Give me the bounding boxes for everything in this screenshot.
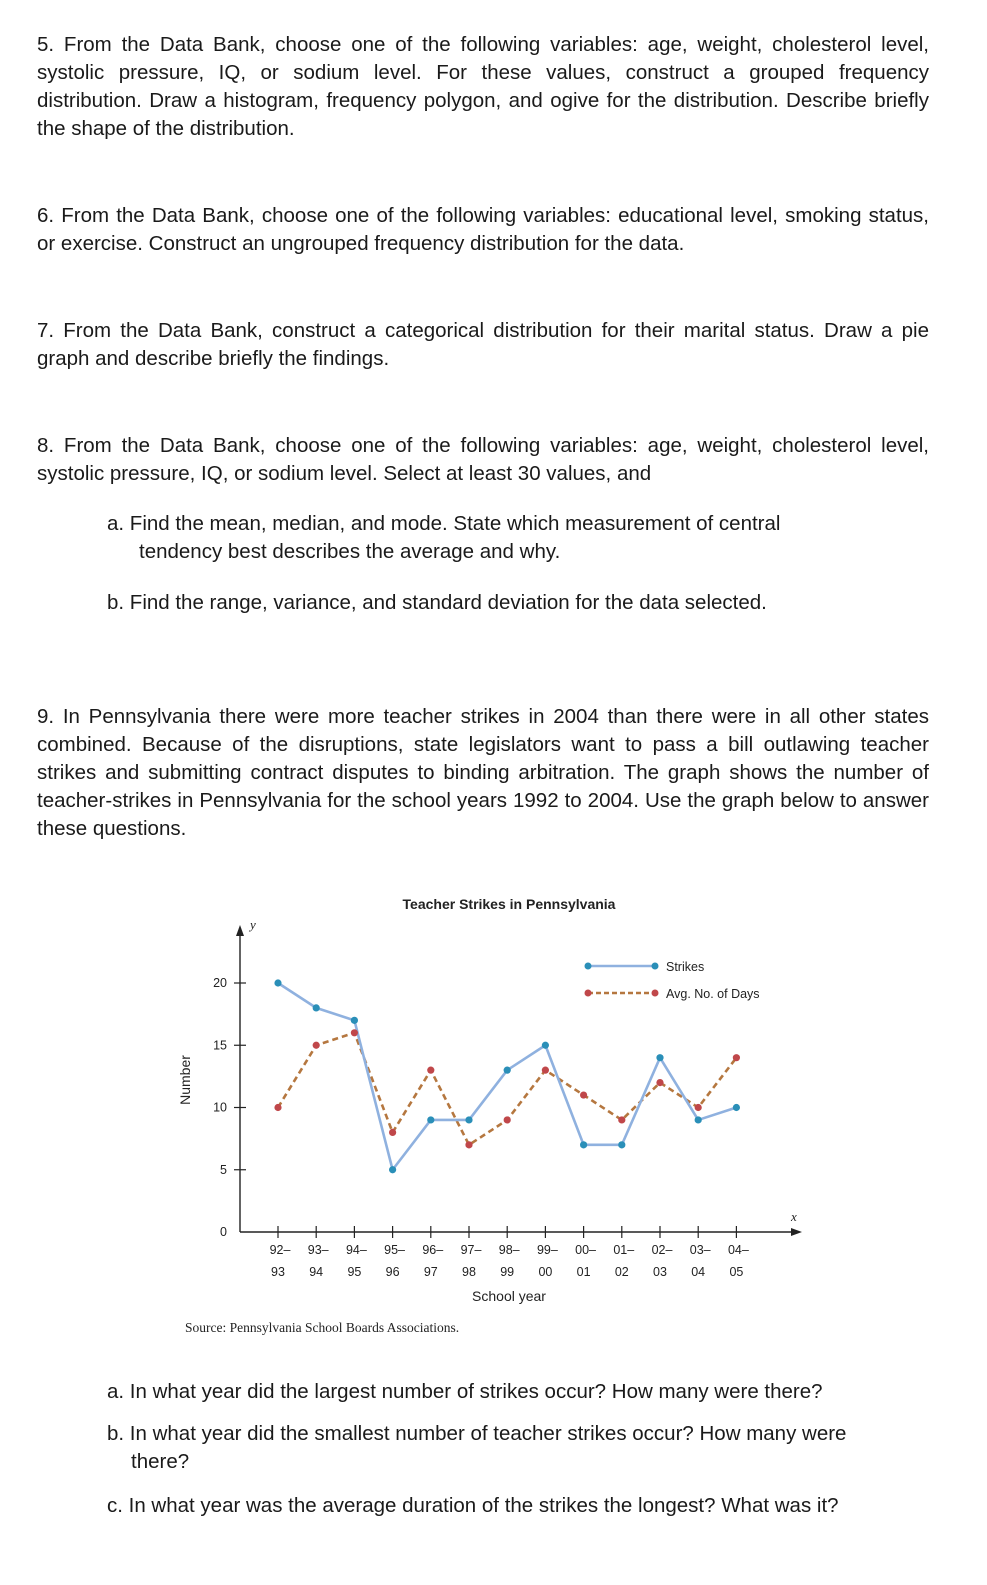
x-tick-label-top: 00– bbox=[575, 1243, 597, 1257]
avg-days-point bbox=[580, 1091, 587, 1098]
legend bbox=[585, 960, 760, 1001]
avg-days-point bbox=[504, 1116, 511, 1123]
x-tick-label-top: 94– bbox=[345, 1243, 367, 1257]
x-tick-label-bottom: 03 bbox=[653, 1265, 667, 1279]
avg-days-point bbox=[274, 1104, 281, 1111]
y-tick-label: 15 bbox=[213, 1038, 227, 1053]
y-axis-arrow bbox=[236, 925, 244, 936]
question-9b bbox=[107, 1420, 929, 1476]
chart-title: Teacher Strikes in Pennsylvania bbox=[402, 896, 616, 912]
x-tick-label-bottom: 98 bbox=[462, 1265, 476, 1279]
question-8a-line1: a. Find the mean, median, and mode. State which measurement of central bbox=[107, 512, 781, 535]
x-tick-label-top: 99– bbox=[536, 1243, 558, 1257]
legend-days-marker-left bbox=[585, 990, 592, 997]
y-tick-label: 10 bbox=[213, 1100, 227, 1115]
x-axis-symbol: x bbox=[791, 1209, 797, 1224]
question-8a-line2: tendency best describes the average and why. bbox=[139, 540, 561, 563]
y-tick-label: 0 bbox=[220, 1225, 227, 1239]
x-tick-label-bottom: 97 bbox=[423, 1265, 438, 1279]
chart-source: Source: Pennsylvania School Boards Associations. bbox=[185, 1320, 460, 1335]
x-tick-label-top: 95– bbox=[384, 1243, 406, 1257]
y-axis-symbol: y bbox=[250, 917, 256, 932]
x-tick-label-bottom: 00 bbox=[538, 1265, 553, 1279]
legend-days-label: Avg. No. of Days bbox=[666, 987, 760, 1001]
x-tick-label-top: 98– bbox=[498, 1243, 520, 1257]
question-9b-line2: there? bbox=[131, 1450, 190, 1473]
x-tick-label-bottom: 93 bbox=[271, 1265, 285, 1279]
avg-days-point bbox=[389, 1129, 396, 1136]
avg-days-point bbox=[695, 1104, 702, 1111]
x-tick-label-bottom: 95 bbox=[347, 1265, 362, 1279]
avg-days-point bbox=[465, 1141, 472, 1148]
question-6: 6. From the Data Bank, choose one of the following variables: educational level, smoking status, or exercise. Construct an ungrouped frequency distribution for the data. bbox=[37, 204, 929, 255]
x-axis-arrow bbox=[791, 1228, 802, 1236]
x-axis-label: School year bbox=[472, 1288, 546, 1304]
question-9: 9. In Pennsylvania there were more teacher strikes in 2004 than there were in all other states combined. Because of the disruptions, state legislators want to pass a bill outlawing teacher strikes and submitting contract disputes to binding arbitration. The graph shows the number of teacher-strikes in Pennsylvania for the school years 1992 to 2004. Use the graph below to answer these questions. bbox=[37, 705, 929, 840]
strikes-point bbox=[542, 1042, 549, 1049]
x-tick-label-bottom: 99 bbox=[500, 1265, 515, 1279]
x-tick-label-top: 97– bbox=[460, 1243, 482, 1257]
legend-strikes-label: Strikes bbox=[666, 960, 705, 974]
avg-days-point bbox=[733, 1054, 740, 1061]
x-tick-label-top: 96– bbox=[422, 1243, 444, 1257]
y-tick-label: 5 bbox=[220, 1162, 227, 1177]
strikes-point bbox=[504, 1067, 511, 1074]
question-9b-line1: b. In what year did the smallest number of teacher strikes occur? How many were bbox=[107, 1422, 847, 1445]
y-axis-label: Number bbox=[177, 1055, 193, 1105]
strikes-point bbox=[733, 1104, 740, 1111]
avg-days-line bbox=[278, 1033, 736, 1145]
question-9c: c. In what year was the average duration of the strikes the longest? What was it? bbox=[107, 1494, 839, 1517]
strikes-point bbox=[427, 1116, 434, 1123]
x-tick-label-bottom: 02 bbox=[614, 1265, 629, 1279]
strikes-line bbox=[278, 983, 736, 1170]
x-tick-label-bottom: 01 bbox=[576, 1265, 591, 1279]
strikes-point bbox=[274, 979, 281, 986]
x-tick-label-top: 04– bbox=[727, 1243, 749, 1257]
strikes-point bbox=[618, 1141, 625, 1148]
x-tick-label-bottom: 05 bbox=[729, 1265, 744, 1279]
legend-strikes-marker-right bbox=[652, 963, 659, 970]
strikes-point bbox=[313, 1004, 320, 1011]
question-9a: a. In what year did the largest number of strikes occur? How many were there? bbox=[107, 1380, 823, 1403]
x-tick-label-top: 93– bbox=[307, 1243, 329, 1257]
strikes-point bbox=[695, 1116, 702, 1123]
avg-days-point bbox=[351, 1029, 358, 1036]
question-8b: b. Find the range, variance, and standard deviation for the data selected. bbox=[107, 591, 767, 614]
question-5: 5. From the Data Bank, choose one of the following variables: age, weight, cholesterol level, systolic pressure, IQ, or sodium level. For these values, construct a grouped frequency distribution. Draw a histogram, frequency polygon, and ogive for the distribution. Describe briefly the shape of the distribution. bbox=[37, 33, 929, 140]
legend-days-marker-right bbox=[652, 990, 659, 997]
strikes-point bbox=[656, 1054, 663, 1061]
question-7: 7. From the Data Bank, construct a categorical distribution for their marital status. Draw a pie graph and describe briefly the findings. bbox=[37, 319, 929, 370]
question-8: 8. From the Data Bank, choose one of the following variables: age, weight, cholesterol level, systolic pressure, IQ, or sodium level. Select at least 30 values, and bbox=[37, 434, 929, 485]
x-tick-label-bottom: 96 bbox=[385, 1265, 400, 1279]
question-8a bbox=[107, 510, 929, 566]
strikes-point bbox=[351, 1017, 358, 1024]
avg-days-point bbox=[618, 1116, 625, 1123]
avg-days-point bbox=[542, 1067, 549, 1074]
avg-days-point bbox=[427, 1067, 434, 1074]
strikes-point bbox=[465, 1116, 472, 1123]
avg-days-point bbox=[656, 1079, 663, 1086]
x-tick-label-top: 02– bbox=[651, 1243, 673, 1257]
x-tick-label-top: 01– bbox=[613, 1243, 635, 1257]
x-tick-label-top: 92– bbox=[269, 1243, 291, 1257]
x-tick-label-bottom: 04 bbox=[691, 1265, 706, 1279]
avg-days-point bbox=[313, 1042, 320, 1049]
legend-strikes-marker-left bbox=[585, 963, 592, 970]
y-tick-label: 20 bbox=[213, 976, 227, 990]
teacher-strikes-chart bbox=[170, 880, 810, 1350]
strikes-point bbox=[389, 1166, 396, 1173]
x-tick-label-bottom: 94 bbox=[309, 1265, 324, 1279]
strikes-point bbox=[580, 1141, 587, 1148]
x-tick-label-top: 03– bbox=[689, 1243, 711, 1257]
